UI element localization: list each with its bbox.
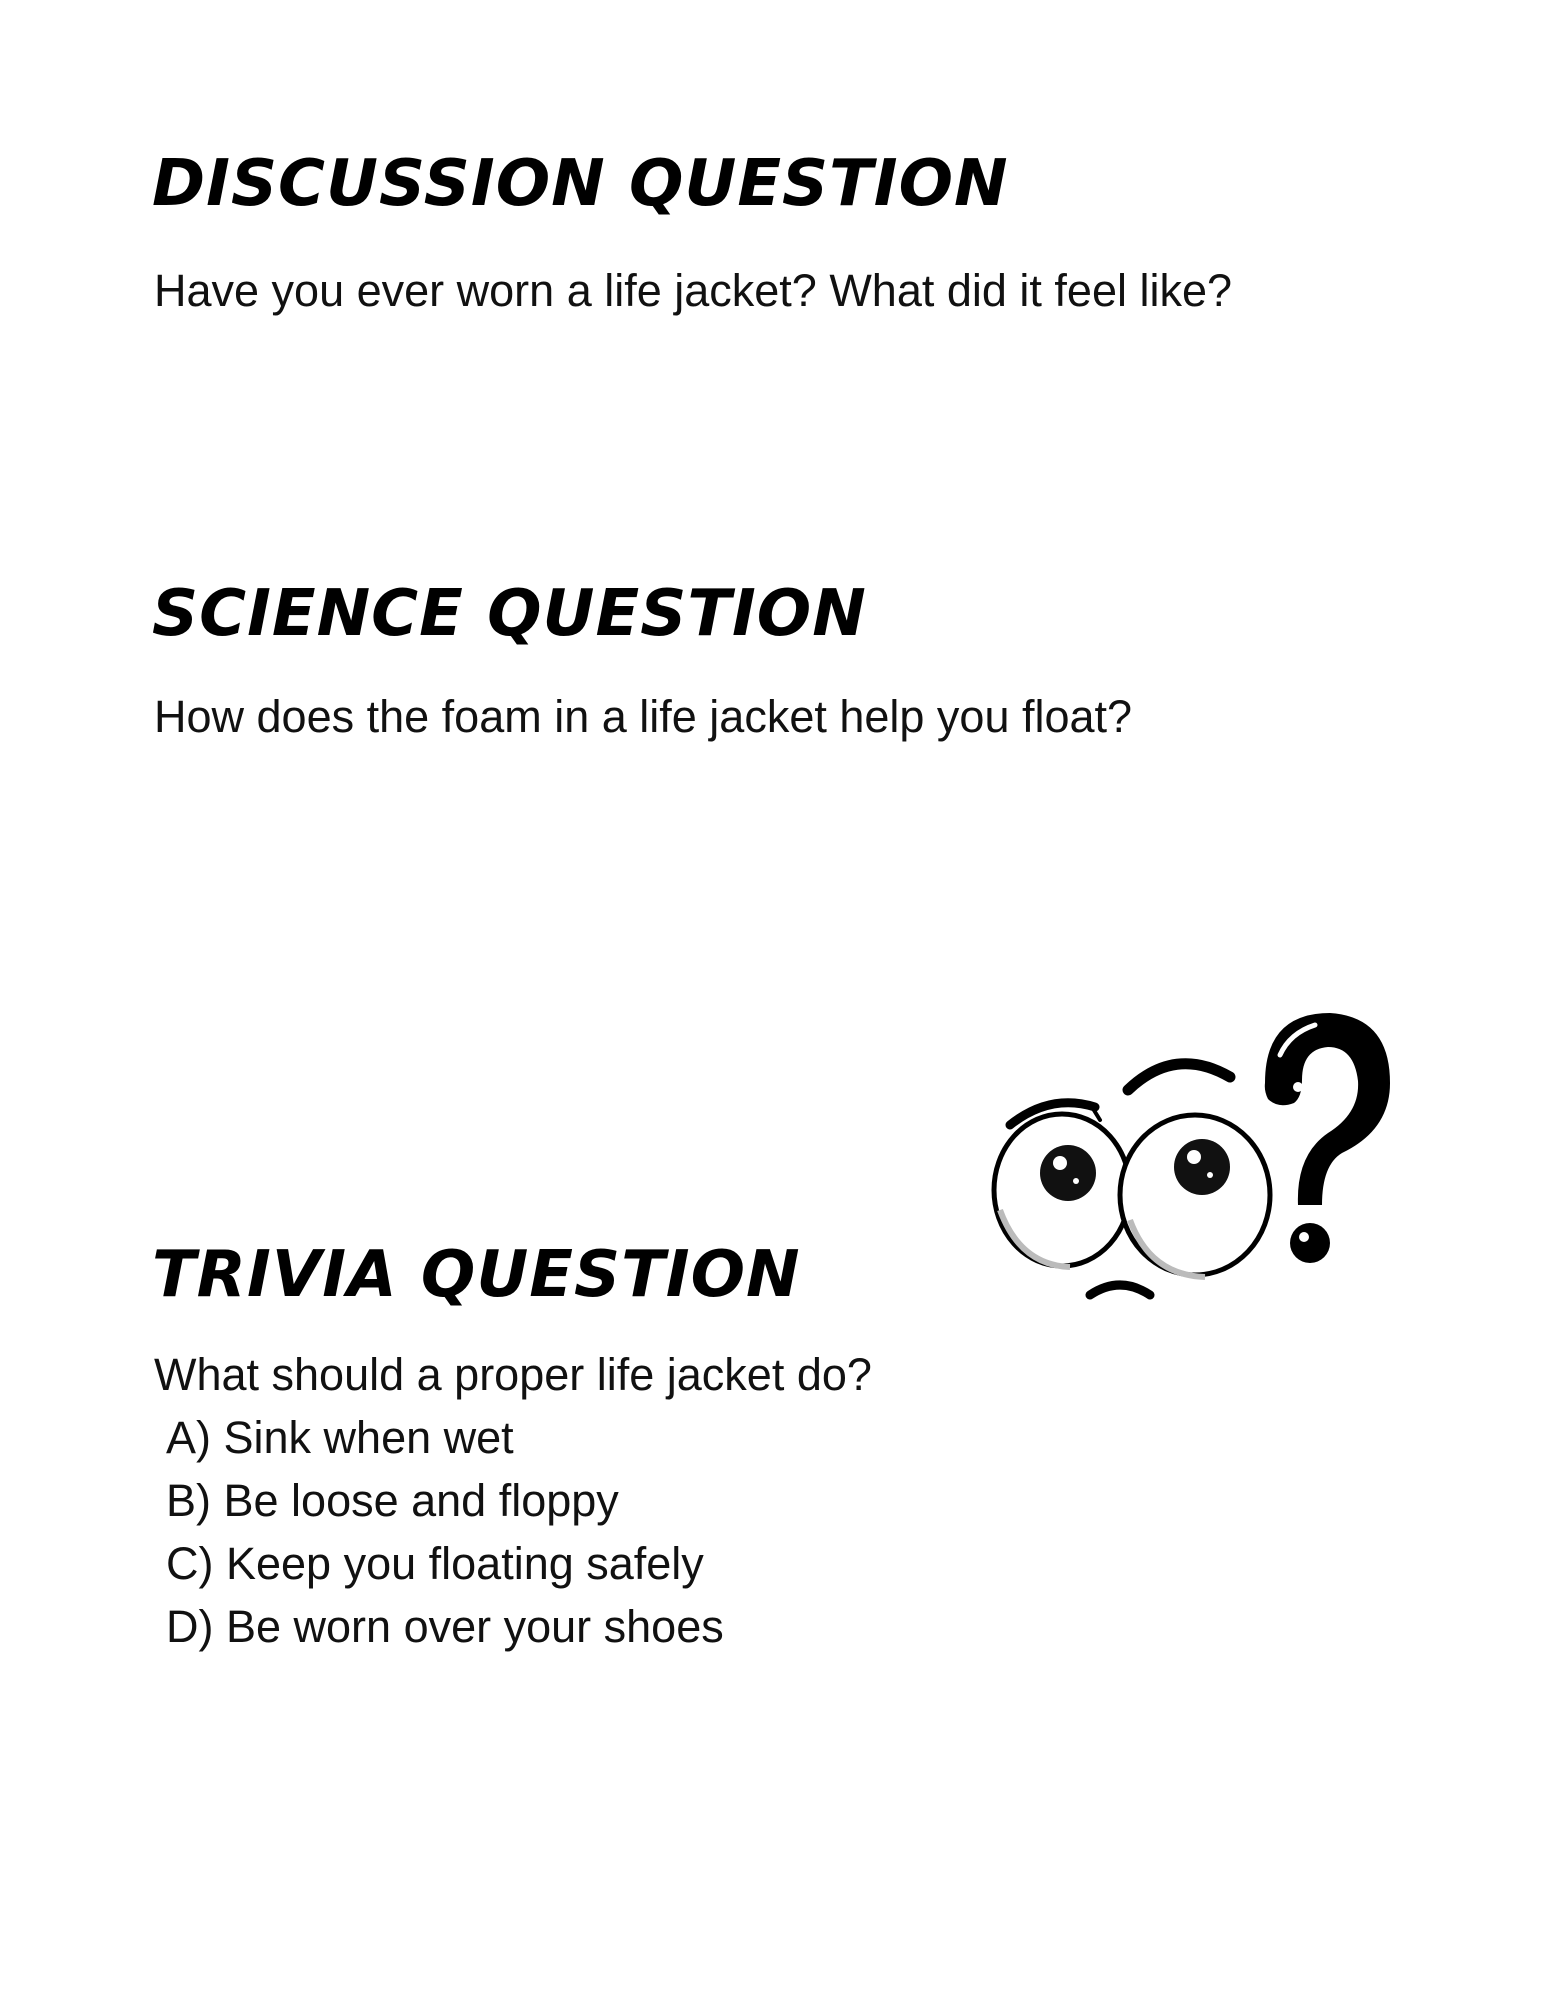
discussion-question-text: Have you ever worn a life jacket? What did it feel like? <box>154 265 1233 316</box>
trivia-question-heading: TRIVIA QUESTION <box>152 1238 801 1312</box>
trivia-option-c: C) Keep you floating safely <box>166 1538 704 1589</box>
confused-face-question-mark-icon <box>980 995 1410 1315</box>
trivia-question-block <box>154 1349 872 1667</box>
trivia-question-text: What should a proper life jacket do? <box>154 1349 872 1400</box>
science-question-heading: SCIENCE QUESTION <box>152 577 867 651</box>
discussion-question-heading: DISCUSSION QUESTION <box>152 147 1009 221</box>
trivia-option-d: D) Be worn over your shoes <box>166 1601 724 1652</box>
science-question-text: How does the foam in a life jacket help you float? <box>154 691 1133 742</box>
trivia-option-b: B) Be loose and floppy <box>166 1475 619 1526</box>
trivia-option-a: A) Sink when wet <box>166 1412 514 1463</box>
